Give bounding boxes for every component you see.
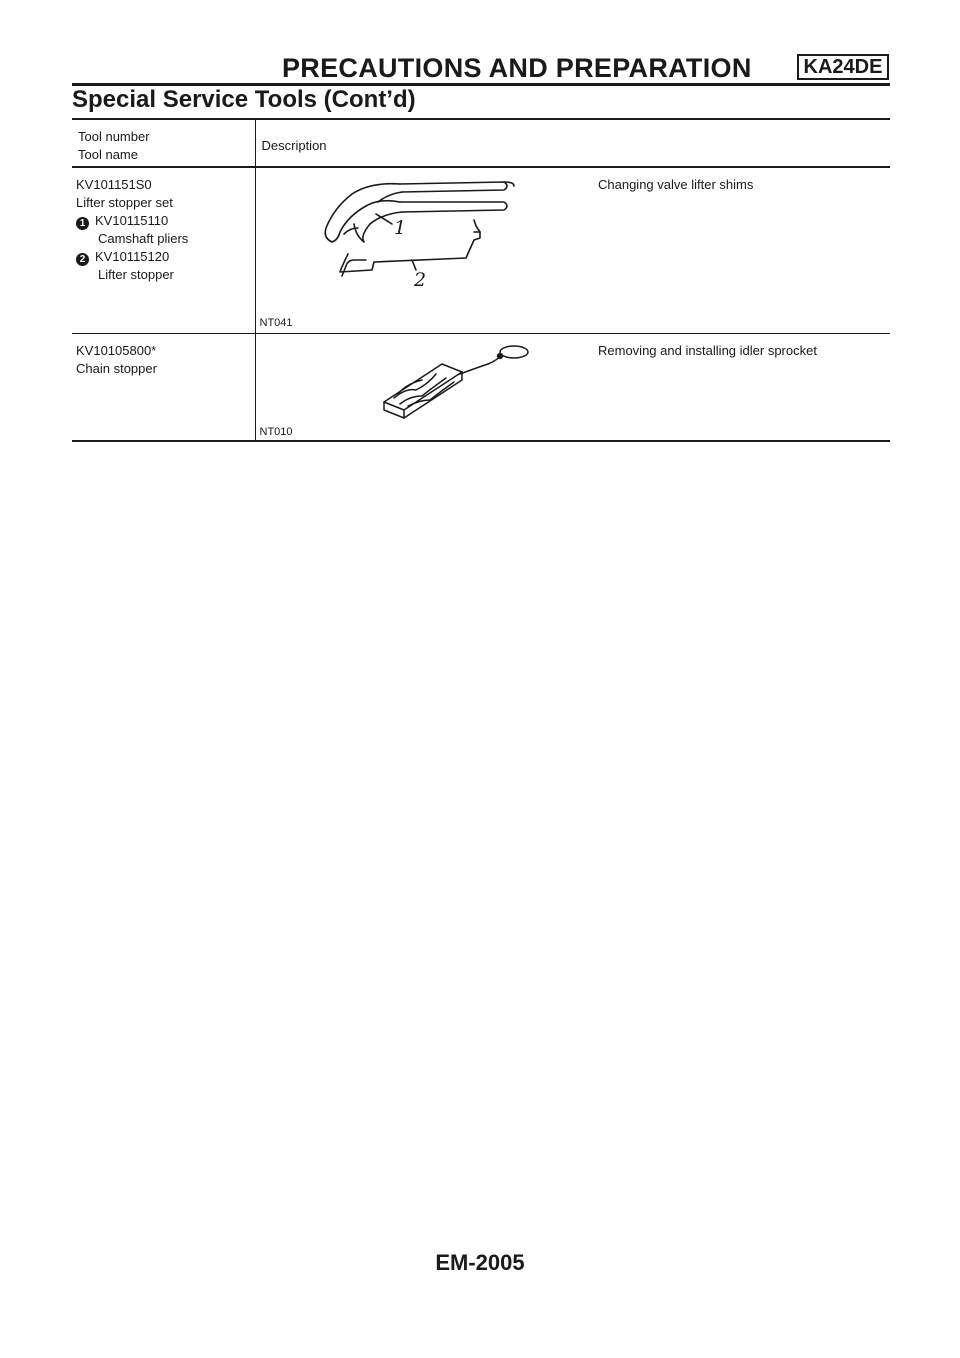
tool-column-header (72, 119, 255, 167)
page-number: EM-2005 (435, 1250, 525, 1275)
sub-tool-name: Camshaft pliers (98, 231, 189, 246)
figure-code: NT010 (259, 425, 293, 438)
illustration-cell (255, 167, 592, 333)
table-header-row (72, 119, 890, 167)
tool-number: KV10105800* (76, 342, 157, 358)
marker-1-icon: 1 (76, 217, 89, 230)
tool-name: Chain stopper (76, 360, 157, 376)
tool-name-header: Tool name (78, 147, 138, 162)
sub-tool-name: Lifter stopper (98, 267, 174, 282)
description-cell: Changing valve lifter shims (592, 167, 890, 333)
tool-cell (72, 333, 255, 441)
sub-tool-2 (76, 248, 249, 266)
page-header-title: PRECAUTIONS AND PREPARATION (282, 53, 752, 83)
camshaft-pliers-icon (325, 182, 514, 242)
table-row (72, 167, 890, 333)
svg-text:1: 1 (393, 217, 406, 239)
svg-text:2: 2 (413, 269, 426, 288)
tool-number-header: Tool number (78, 129, 150, 144)
chain-stopper-icon (384, 346, 528, 418)
marker-2-icon: 2 (76, 253, 89, 266)
illustration-cell (255, 333, 592, 441)
tool-name: Lifter stopper set (76, 195, 173, 210)
table-row (72, 333, 890, 441)
figure-code: NT041 (259, 317, 293, 329)
sub-tool-1 (76, 212, 249, 230)
tool-cell (72, 167, 255, 333)
chain-stopper-illustration (376, 344, 538, 426)
tool-number: KV101151S0 (76, 177, 152, 192)
sub-tool-number: KV10115120 (95, 249, 170, 264)
engine-badge: KA24DE (797, 54, 889, 80)
camshaft-pliers-and-lifter-stopper-illustration (308, 176, 538, 288)
lifter-stopper-icon (340, 220, 480, 276)
description-header: Description (255, 119, 890, 167)
description-cell: Removing and installing idler sprocket (598, 342, 817, 358)
section-title: Special Service Tools (Cont’d) (72, 86, 416, 113)
sub-tool-number: KV10115110 (95, 213, 169, 228)
special-service-tools-table (72, 118, 890, 442)
